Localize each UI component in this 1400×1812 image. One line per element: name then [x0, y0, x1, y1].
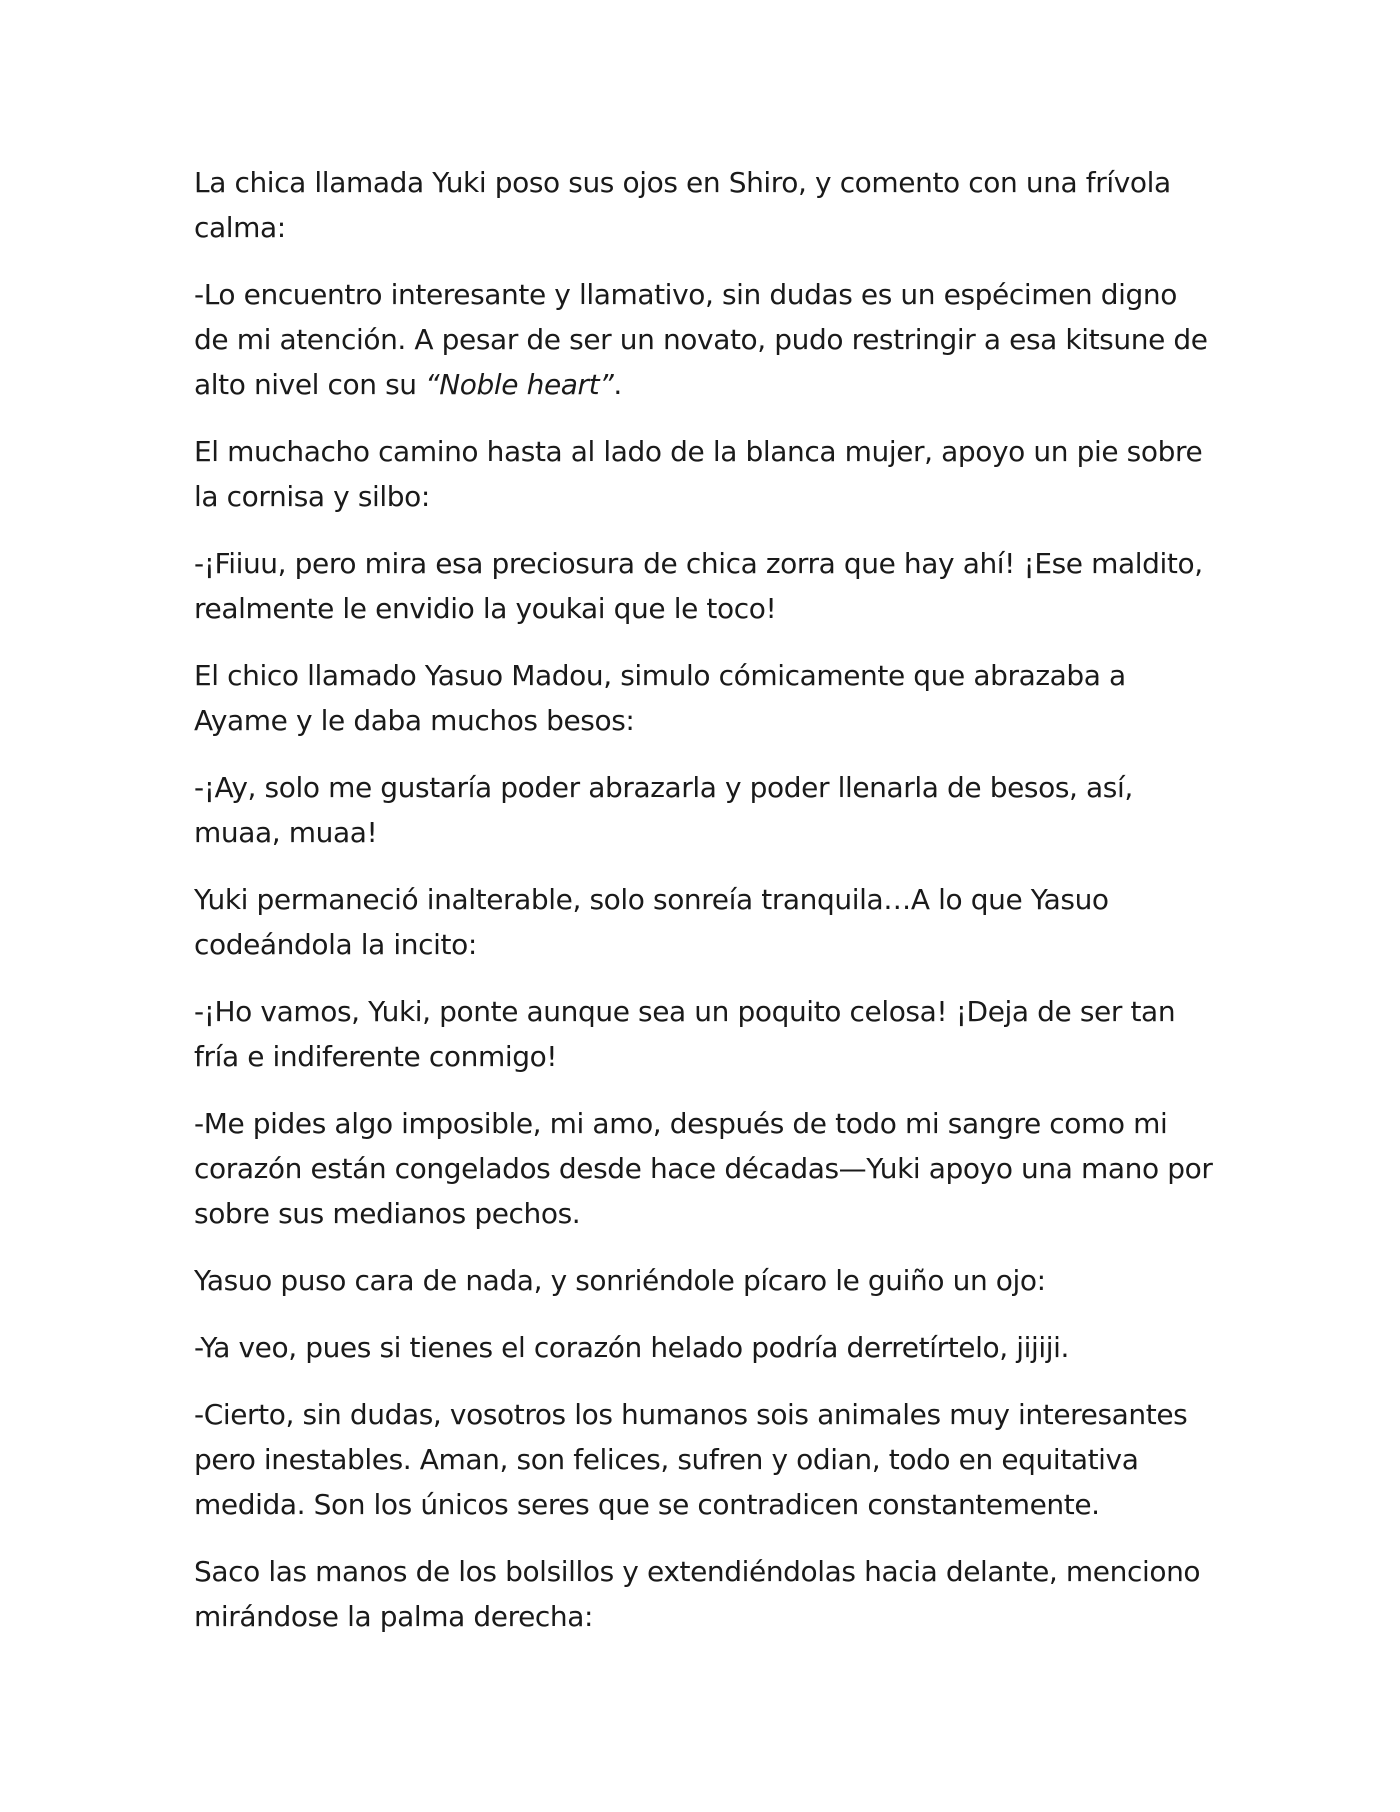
paragraph-3: El muchacho camino hasta al lado de la blanca mujer, apoyo un pie sobre la cornisa y silbo: — [194, 435, 1203, 513]
paragraph-5: El chico llamado Yasuo Madou, simulo cómicamente que abrazaba a Ayame y le daba muchos besos: — [194, 659, 1126, 737]
paragraph-2-end: . — [613, 368, 622, 401]
paragraph-2-italic: “Noble heart” — [425, 368, 614, 401]
paragraph-11: -Ya veo, pues si tienes el corazón helado podría derretírtelo, jijiji. — [194, 1331, 1069, 1364]
paragraph-1: La chica llamada Yuki poso sus ojos en Shiro, y comento con una frívola calma: — [194, 166, 1171, 244]
paragraph-2 — [194, 272, 1214, 407]
paragraph-13: Saco las manos de los bolsillos y extendiéndolas hacia delante, menciono mirándose la palma derecha: — [194, 1555, 1201, 1633]
paragraph-7: Yuki permaneció inalterable, solo sonreía tranquila…A lo que Yasuo codeándola la incito: — [194, 883, 1109, 961]
document-body — [194, 160, 1214, 1661]
paragraph-8: -¡Ho vamos, Yuki, ponte aunque sea un poquito celosa! ¡Deja de ser tan fría e indiferente conmigo! — [194, 995, 1176, 1073]
paragraph-9: -Me pides algo imposible, mi amo, después de todo mi sangre como mi corazón están congelados desde hace décadas—Yuki apoyo una mano por sobre sus medianos pechos. — [194, 1107, 1213, 1230]
paragraph-6: -¡Ay, solo me gustaría poder abrazarla y poder llenarla de besos, así, muaa, muaa! — [194, 771, 1133, 849]
paragraph-4: -¡Fiiuu, pero mira esa preciosura de chica zorra que hay ahí! ¡Ese maldito, realmente le envidio la youkai que le toco! — [194, 547, 1203, 625]
paragraph-10: Yasuo puso cara de nada, y sonriéndole pícaro le guiño un ojo: — [194, 1264, 1046, 1297]
paragraph-12: -Cierto, sin dudas, vosotros los humanos sois animales muy interesantes pero inestables. Aman, son felices, sufren y odian, todo en equitativa medida. Son los únicos seres que se contradicen constantemente. — [194, 1398, 1188, 1521]
paragraph-2-text: -Lo encuentro interesante y llamativo, sin dudas es un espécimen digno de mi atención. A pesar de ser un novato, pudo restringir a esa kitsune de alto nivel con su — [194, 278, 1208, 401]
